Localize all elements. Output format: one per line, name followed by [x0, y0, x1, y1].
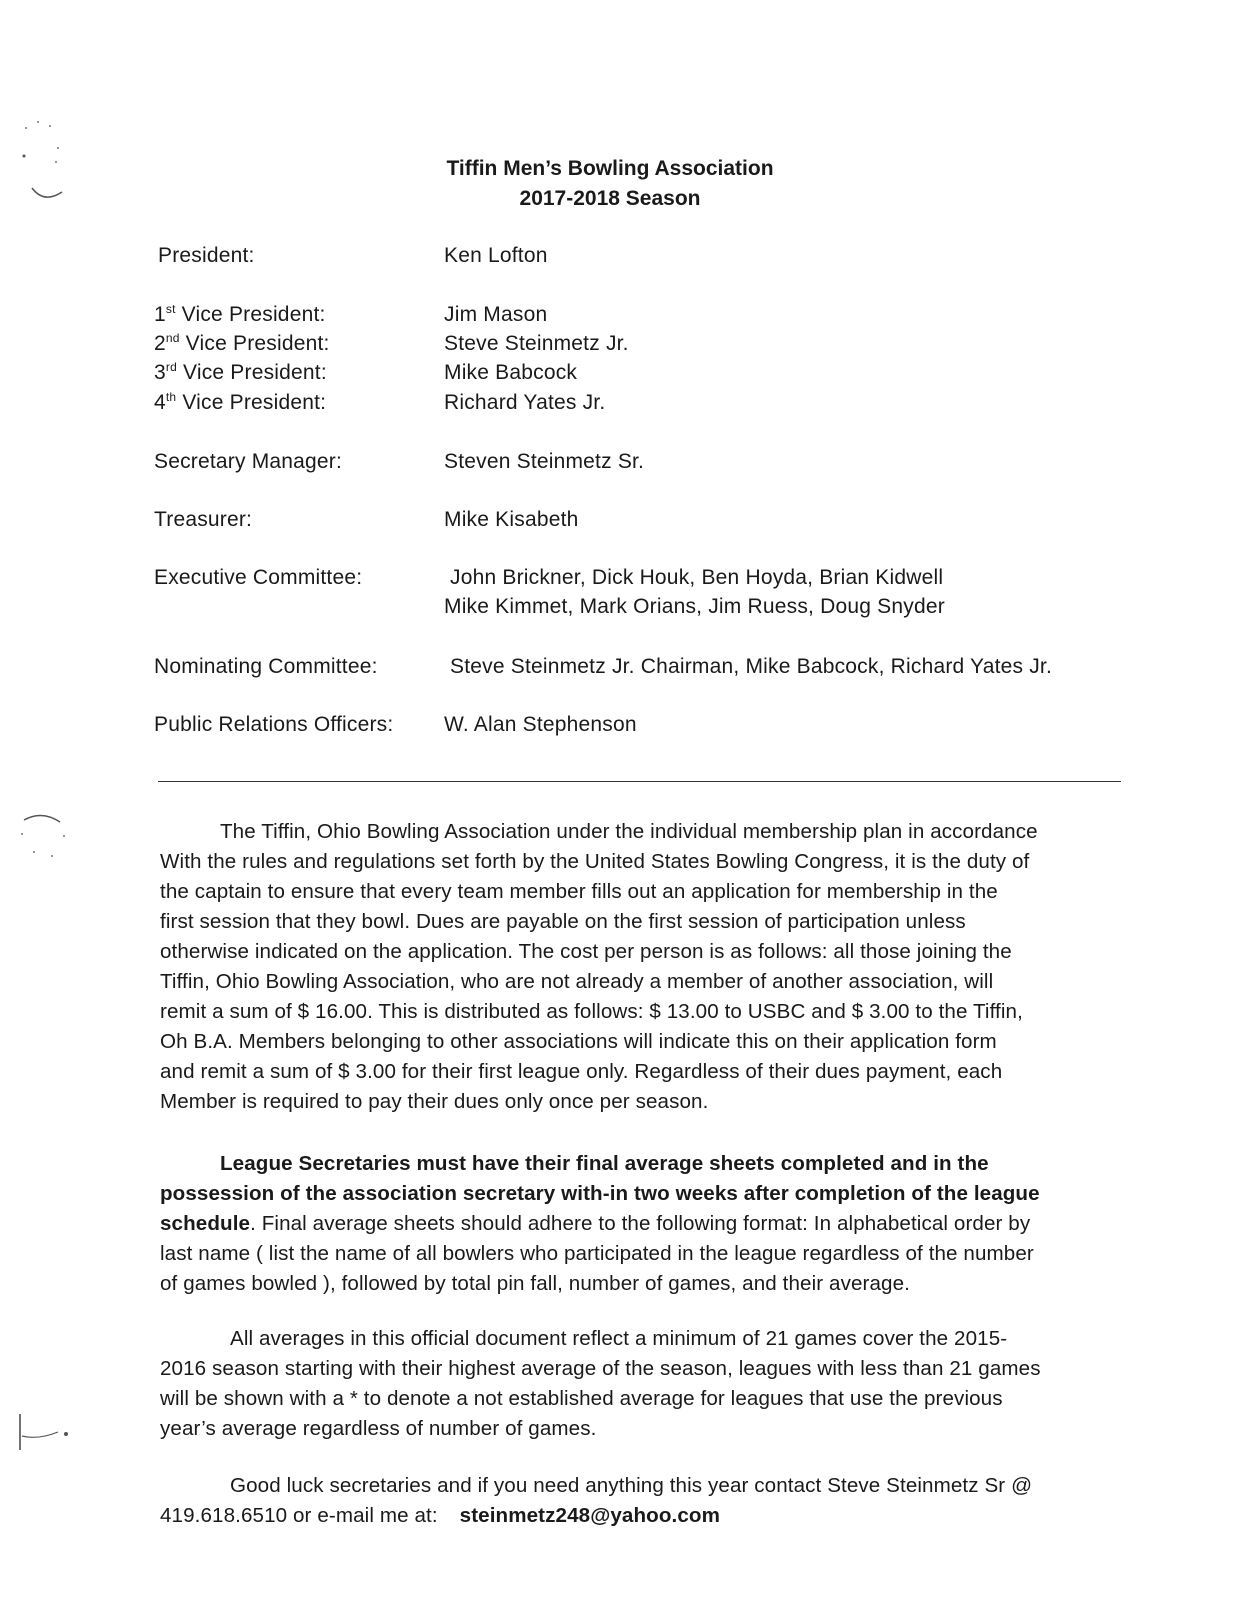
officer-label: 4th Vice President: [154, 390, 327, 414]
text-line: first session that they bowl. Dues are payable on the first session of participation unless [160, 910, 966, 933]
text-line: Member is required to pay their dues only once per season. [160, 1090, 709, 1113]
text-line: With the rules and regulations set forth by the United States Bowling Congress, it is the duty of [160, 850, 1030, 873]
officer-label: 2nd Vice President: [154, 331, 330, 355]
membership-paragraph [160, 817, 1125, 1117]
text-line: League Secretaries must have their final average sheets completed and in the [220, 1152, 989, 1175]
officer-name: Jim Mason [444, 303, 548, 326]
text-line: year’s average regardless of number of games. [160, 1417, 597, 1440]
text-line: schedule. Final average sheets should adhere to the following format: In alphabetical order by [160, 1212, 1031, 1235]
officer-name: Steve Steinmetz Jr. Chairman, Mike Babcock, Richard Yates Jr. [450, 655, 1052, 678]
contact-paragraph [160, 1471, 1125, 1531]
officer-label: Nominating Committee: [154, 655, 378, 678]
text-line: will be shown with a * to denote a not established average for leagues that use the previous [160, 1387, 1003, 1410]
officer-name: W. Alan Stephenson [444, 713, 637, 736]
text-line: All averages in this official document reflect a minimum of 21 games cover the 2015- [230, 1327, 1008, 1350]
officer-name: Mike Kisabeth [444, 508, 579, 531]
document-header [0, 154, 1245, 214]
officer-label: 1st Vice President: [154, 302, 326, 326]
text-line: remit a sum of $ 16.00. This is distributed as follows: $ 13.00 to USBC and $ 3.00 to the Tiffin, [160, 1000, 1023, 1023]
text-line: 419.618.6510 or e-mail me at: steinmetz248@yahoo.com [160, 1504, 720, 1527]
text-line: last name ( list the name of all bowlers who participated in the league regardless of the number [160, 1242, 1034, 1265]
text-line: Oh B.A. Members belonging to other associations will indicate this on their application form [160, 1030, 997, 1053]
officer-label: Public Relations Officers: [154, 713, 394, 736]
text-line: 2016 season starting with their highest average of the season, leagues with less than 21 games [160, 1357, 1041, 1380]
punch-hole-mark [14, 1410, 84, 1470]
text-line: Good luck secretaries and if you need anything this year contact Steve Steinmetz Sr @ [230, 1474, 1033, 1497]
officer-name: Mike Kimmet, Mark Orians, Jim Ruess, Doug Snyder [444, 595, 945, 618]
officer-label: Executive Committee: [154, 566, 363, 589]
officer-name: Steve Steinmetz Jr. [444, 332, 629, 355]
officer-label: Treasurer: [154, 508, 253, 531]
officer-label: Secretary Manager: [154, 450, 343, 473]
officer-name: Ken Lofton [444, 244, 548, 267]
text-line: Tiffin, Ohio Bowling Association, who are not already a member of another association, will [160, 970, 994, 993]
average-sheets-paragraph [160, 1149, 1125, 1299]
text-line: The Tiffin, Ohio Bowling Association under the individual membership plan in accordance [220, 820, 1038, 843]
text-line: the captain to ensure that every team member fills out an application for membership in the [160, 880, 998, 903]
officer-label: 3rd Vice President: [154, 360, 327, 384]
text-line: and remit a sum of $ 3.00 for their first league only. Regardless of their dues payment, each [160, 1060, 1003, 1083]
contact-email: steinmetz248@yahoo.com [459, 1504, 720, 1527]
officer-name: Richard Yates Jr. [444, 391, 606, 414]
punch-hole-mark [14, 806, 74, 876]
officer-name: Steven Steinmetz Sr. [444, 450, 645, 473]
document-subtitle: 2017-2018 Season [519, 187, 701, 210]
text-line: otherwise indicated on the application. The cost per person is as follows: all those joining the [160, 940, 1012, 963]
text-line: of games bowled ), followed by total pin fall, number of games, and their average. [160, 1272, 910, 1295]
officer-name: Mike Babcock [444, 361, 578, 384]
section-divider [158, 781, 1121, 782]
averages-paragraph [160, 1324, 1125, 1444]
officer-name: John Brickner, Dick Houk, Ben Hoyda, Brian Kidwell [450, 566, 944, 589]
officer-label: President: [158, 244, 255, 267]
document-title: Tiffin Men’s Bowling Association [446, 157, 774, 180]
text-line: possession of the association secretary with-in two weeks after completion of the league [160, 1182, 1040, 1205]
